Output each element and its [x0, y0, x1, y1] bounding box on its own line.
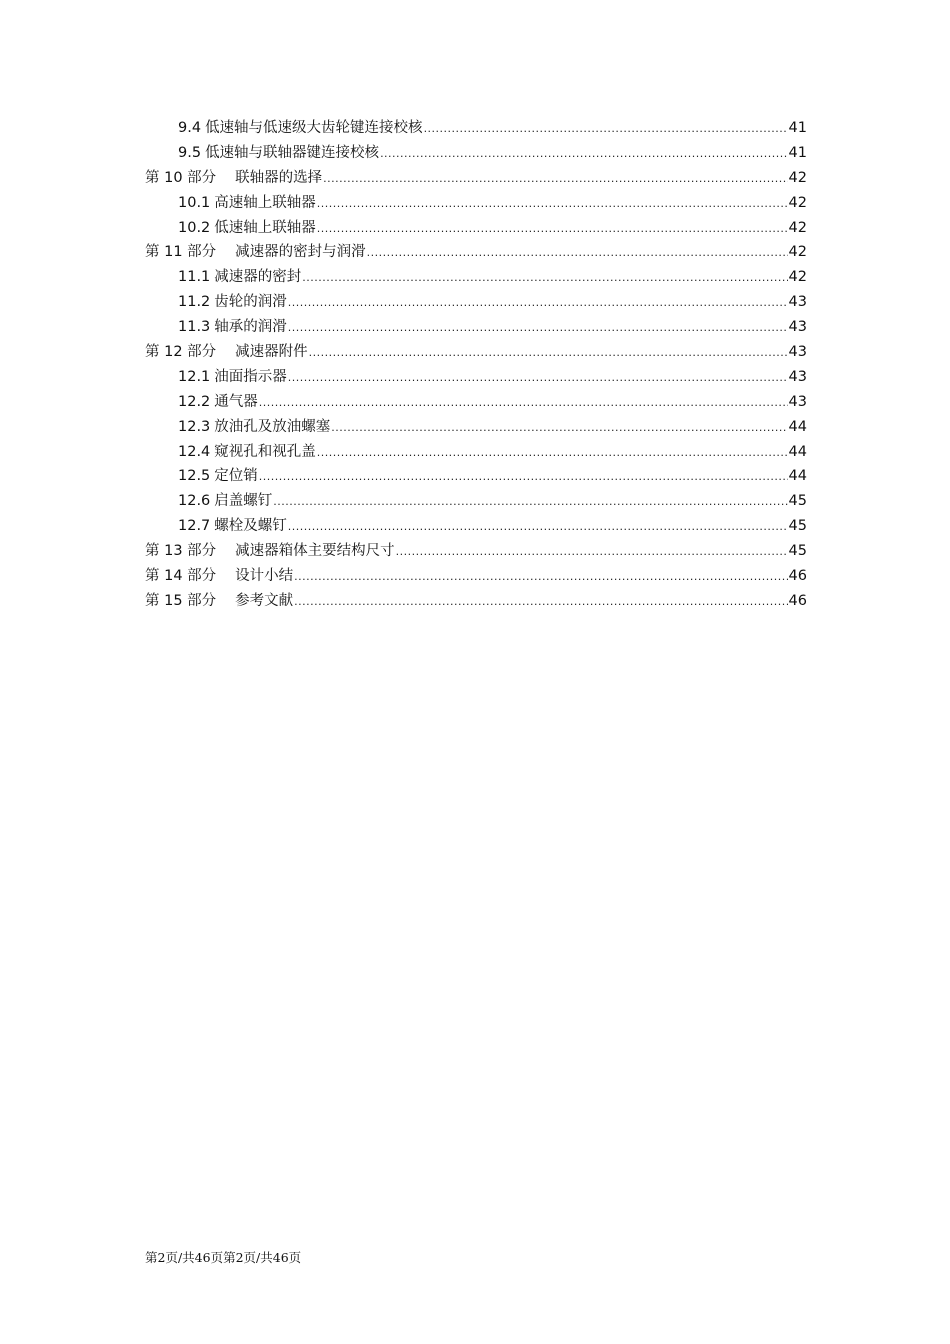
toc-entry-number: 9.5 [178, 144, 202, 161]
toc-entry-page: 43 [788, 344, 807, 361]
toc-entry-title: 放油孔及放油螺塞 [214, 418, 331, 435]
toc-entry-page: 42 [788, 244, 807, 261]
table-of-contents [145, 116, 807, 614]
toc-entry-number: 9.4 [178, 120, 202, 136]
toc-entry-part-13[interactable] [145, 539, 807, 564]
toc-entry-title: 通气器 [214, 393, 258, 410]
toc-entry-12-6[interactable] [145, 489, 807, 514]
toc-entry-10-2[interactable] [145, 216, 807, 241]
toc-entry-page: 43 [788, 368, 807, 385]
toc-entry-part-12[interactable] [145, 340, 807, 365]
toc-entry-page: 42 [788, 219, 807, 236]
toc-entry-number: 第 14 部分 [145, 568, 217, 585]
toc-entry-page: 42 [788, 269, 807, 286]
toc-entry-page: 43 [788, 393, 807, 410]
toc-entry-title: 减速器的密封 [214, 269, 302, 286]
toc-entry-title: 低速轴上联轴器 [214, 219, 316, 236]
toc-entry-page: 41 [788, 144, 807, 161]
toc-dot-leader [309, 341, 788, 366]
toc-entry-number: 11.2 [178, 294, 211, 311]
toc-entry-title: 轴承的润滑 [214, 319, 287, 336]
toc-entry-title: 窥视孔和视孔盖 [214, 443, 316, 460]
toc-dot-leader [288, 366, 788, 391]
toc-entry-11-3[interactable] [145, 315, 807, 340]
toc-entry-number: 第 12 部分 [145, 344, 217, 361]
toc-entry-page: 45 [788, 493, 807, 510]
toc-dot-leader [302, 266, 787, 291]
toc-entry-page: 45 [788, 543, 807, 560]
toc-entry-number: 第 13 部分 [145, 543, 217, 560]
toc-dot-leader [317, 192, 788, 217]
toc-dot-leader [273, 490, 787, 515]
toc-entry-number: 12.7 [178, 518, 211, 535]
toc-entry-title: 设计小结 [235, 568, 294, 585]
toc-entry-12-5[interactable] [145, 464, 807, 489]
toc-dot-leader [323, 167, 787, 192]
toc-dot-leader [317, 217, 788, 242]
toc-dot-leader [380, 142, 787, 167]
toc-dot-leader [331, 416, 787, 441]
toc-entry-number: 12.1 [178, 368, 211, 385]
toc-dot-leader [294, 565, 787, 590]
toc-entry-title: 减速器箱体主要结构尺寸 [235, 543, 395, 560]
toc-dot-leader [294, 590, 787, 615]
toc-entry-title: 油面指示器 [214, 368, 287, 385]
toc-entry-title: 高速轴上联轴器 [214, 194, 316, 211]
toc-entry-title: 低速轴与低速级大齿轮键连接校核 [205, 120, 423, 136]
toc-entry-number: 第 15 部分 [145, 592, 217, 609]
toc-entry-page: 41 [788, 120, 807, 136]
toc-entry-number: 11.3 [178, 319, 211, 336]
toc-entry-12-4[interactable] [145, 440, 807, 465]
toc-entry-page: 44 [788, 418, 807, 435]
toc-entry-number: 12.3 [178, 418, 211, 435]
toc-entry-page: 42 [788, 194, 807, 211]
toc-entry-12-1[interactable] [145, 365, 807, 390]
toc-dot-leader [317, 441, 788, 466]
toc-entry-number: 12.4 [178, 443, 211, 460]
toc-entry-number: 12.2 [178, 393, 211, 410]
toc-entry-number: 11.1 [178, 269, 211, 286]
toc-entry-title: 启盖螺钉 [214, 493, 273, 510]
toc-entry-title: 定位销 [214, 468, 258, 485]
toc-entry-title: 联轴器的选择 [235, 169, 323, 186]
toc-entry-number: 第 10 部分 [145, 169, 217, 186]
toc-entry-part-10[interactable] [145, 166, 807, 191]
toc-entry-page: 44 [788, 443, 807, 460]
toc-entry-12-3[interactable] [145, 415, 807, 440]
toc-entry-number: 12.6 [178, 493, 211, 510]
toc-entry-title: 齿轮的润滑 [214, 294, 287, 311]
toc-dot-leader [424, 117, 788, 142]
toc-dot-leader [288, 316, 788, 341]
toc-entry-number: 10.1 [178, 194, 211, 211]
toc-entry-title: 减速器附件 [235, 344, 308, 361]
toc-entry-page: 44 [788, 468, 807, 485]
toc-entry-page: 45 [788, 518, 807, 535]
toc-entry-title: 参考文献 [235, 592, 294, 609]
toc-entry-10-1[interactable] [145, 191, 807, 216]
toc-dot-leader [259, 465, 788, 490]
toc-dot-leader [288, 291, 788, 316]
toc-entry-title: 低速轴与联轴器键连接校核 [205, 144, 380, 161]
toc-dot-leader [259, 391, 788, 416]
toc-entry-page: 42 [788, 169, 807, 186]
toc-entry-number: 第 11 部分 [145, 244, 217, 261]
toc-entry-page: 46 [788, 592, 807, 609]
toc-entry-number: 10.2 [178, 219, 211, 236]
toc-dot-leader [288, 515, 788, 540]
toc-entry-page: 46 [788, 568, 807, 585]
toc-dot-leader [396, 540, 788, 565]
toc-entry-page: 43 [788, 319, 807, 336]
toc-dot-leader [367, 241, 788, 266]
toc-entry-11-2[interactable] [145, 290, 807, 315]
toc-entry-title: 减速器的密封与润滑 [235, 244, 366, 261]
toc-entry-part-11[interactable] [145, 240, 807, 265]
toc-entry-12-2[interactable] [145, 390, 807, 415]
toc-entry-number: 12.5 [178, 468, 211, 485]
toc-entry-page: 43 [788, 294, 807, 311]
toc-entry-title: 螺栓及螺钉 [214, 518, 287, 535]
toc-entry-part-14[interactable] [145, 564, 807, 589]
toc-entry-9-5[interactable] [145, 141, 807, 166]
toc-entry-9-4[interactable] [145, 116, 807, 141]
page-footer: 第2页/共46页第2页/共46页 [145, 1250, 302, 1265]
toc-entry-11-1[interactable] [145, 265, 807, 290]
toc-entry-12-7[interactable] [145, 514, 807, 539]
toc-entry-part-15[interactable] [145, 589, 807, 614]
